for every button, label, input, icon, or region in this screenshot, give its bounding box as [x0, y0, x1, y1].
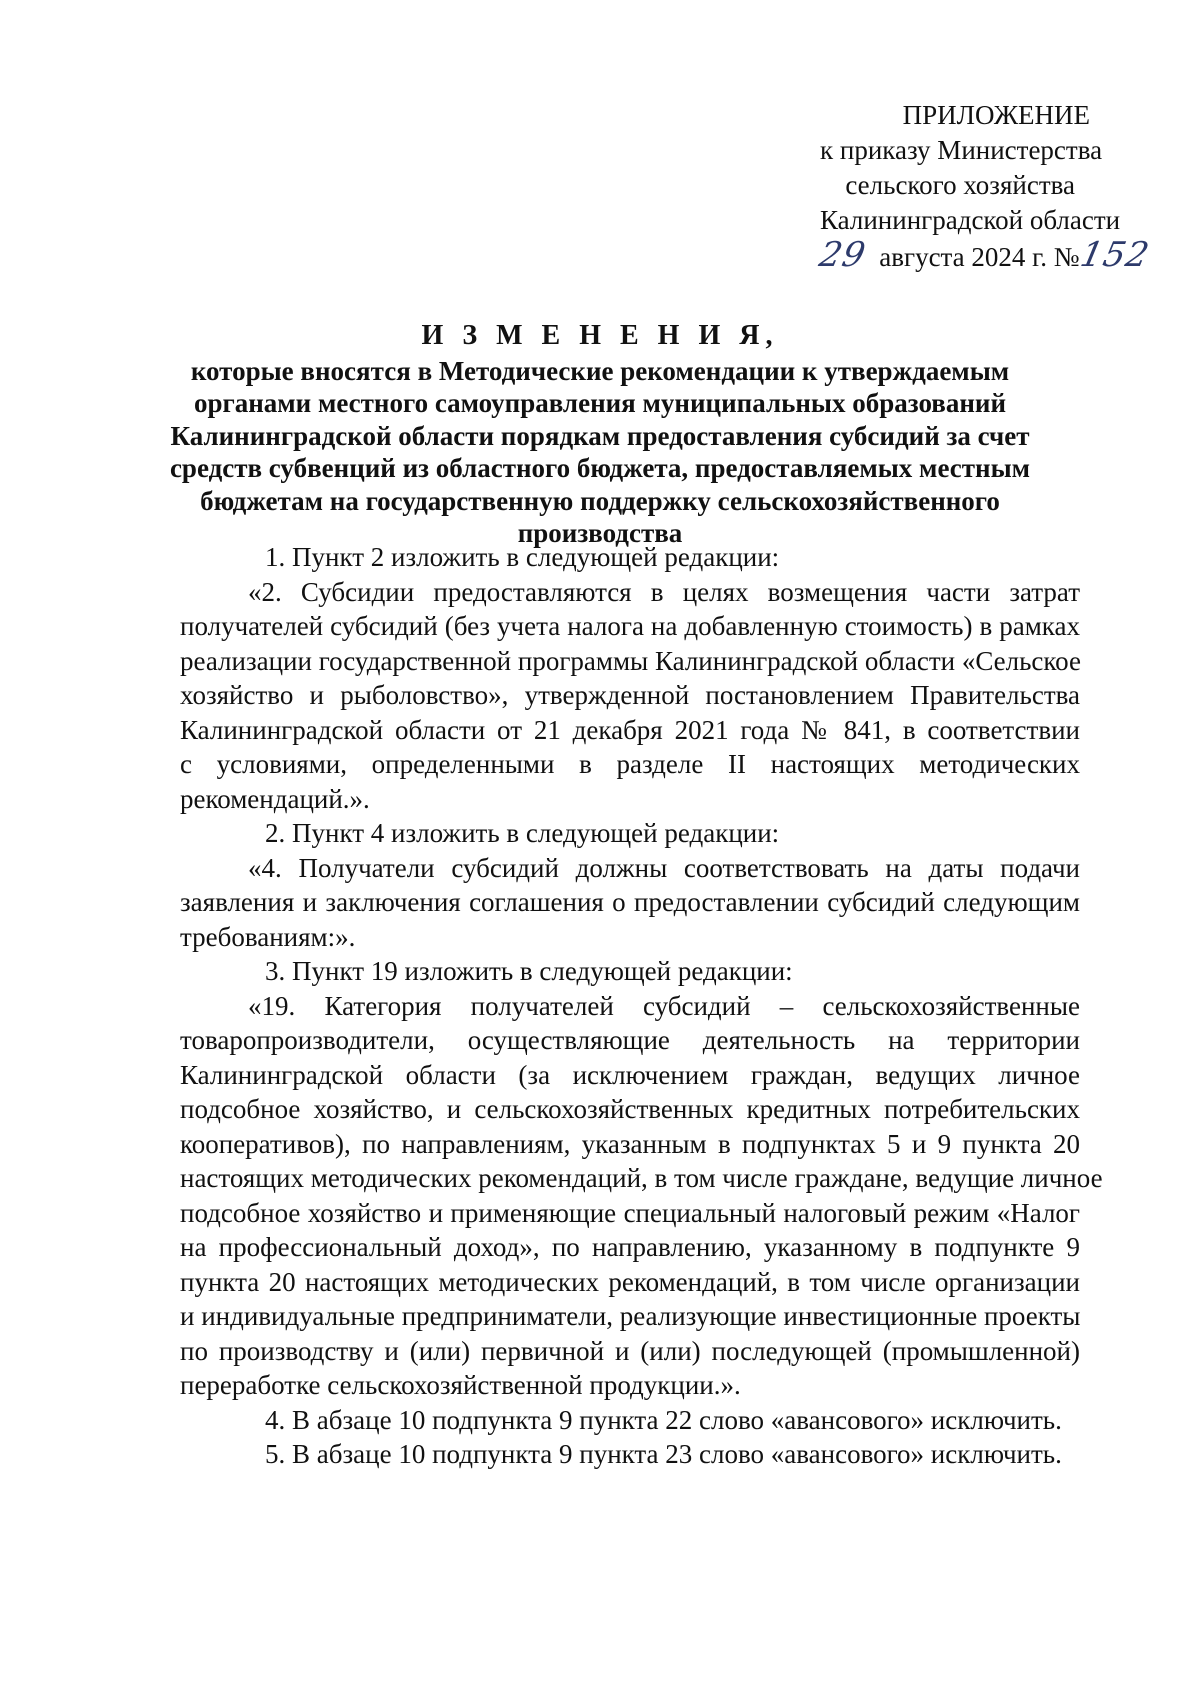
item-2-quote [180, 851, 1080, 955]
appendix-date-text: августа 2024 г. № [879, 242, 1080, 272]
quote-line: «4. Получатели субсидий должны соответствовать на даты подачи [248, 852, 1080, 883]
quote-line: настоящих методических рекомендаций, в том числе граждане, ведущие личное [180, 1163, 1103, 1193]
quote-line: хозяйство и рыболовство», утвержденной постановлением Правительства [180, 680, 1080, 710]
subtitle-line: которые вносятся в Методические рекомендации к утверждаемым [190, 355, 1010, 386]
subtitle-line: Калининградской области порядкам предоставления субсидий за счет [170, 420, 1030, 451]
quote-line: и индивидуальные предприниматели, реализующие инвестиционные проекты [180, 1301, 1081, 1331]
document-title [150, 320, 1050, 550]
item-1-quote [180, 575, 1080, 817]
quote-line: подсобное хозяйство, и сельскохозяйственных кредитных потребительских [180, 1094, 1080, 1124]
appendix-line: к приказу Министерства [820, 135, 1103, 165]
appendix-line: Калининградской области [820, 205, 1121, 235]
quote-line: пункта 20 настоящих методических рекомендаций, в том числе организации [180, 1266, 1080, 1297]
quote-line: по производству и (или) первичной и (или) последующей (промышленной) [180, 1335, 1080, 1366]
quote-line: с условиями, определенными в разделе II настоящих методических [180, 749, 1080, 779]
document-body [180, 540, 1103, 1472]
appendix-date-line [815, 235, 1154, 275]
quote-line: получателей субсидий (без учета налога на добавленную стоимость) в рамках [180, 611, 1080, 641]
main-title: И З М Е Н Е Н И Я, [421, 320, 779, 351]
appendix-title: ПРИЛОЖЕНИЕ [902, 100, 1090, 130]
handwritten-day: 29 [815, 235, 870, 275]
quote-line: Калининградской области от 21 декабря 2021 года № 841, в соответствии [180, 714, 1080, 745]
item-1-heading: 1. Пункт 2 изложить в следующей редакции: [265, 542, 780, 572]
quote-line: «2. Субсидии предоставляются в целях возмещения части затрат [248, 576, 1080, 607]
appendix-line: сельского хозяйства [845, 170, 1075, 200]
subtitle-line: средств субвенций из областного бюджета, предоставляемых местным [169, 453, 1031, 483]
quote-line: требованиям:». [180, 921, 356, 952]
item-4: 4. В абзаце 10 подпункта 9 пункта 22 слово «авансового» исключить. [265, 1404, 1062, 1435]
quote-line: переработке сельскохозяйственной продукции.». [180, 1370, 741, 1400]
subtitle-line: бюджетам на государственную поддержку сельскохозяйственного [200, 485, 1000, 516]
quote-line: Калининградской области (за исключением граждан, ведущих личное [180, 1059, 1080, 1090]
quote-line: реализации государственной программы Калининградской области «Сельское [180, 645, 1081, 676]
quote-line: рекомендаций.». [180, 783, 370, 814]
quote-line: заявления и заключения соглашения о предоставлении субсидий следующим [180, 887, 1080, 917]
quote-line: кооперативов), по направлениям, указанным в подпунктах 5 и 9 пункта 20 [180, 1128, 1080, 1159]
item-5: 5. В абзаце 10 подпункта 9 пункта 23 слово «авансового» исключить. [265, 1439, 1062, 1469]
quote-line: на профессиональный доход», по направлению, указанному в подпункте 9 [180, 1232, 1080, 1262]
handwritten-order-number: 152 [1077, 235, 1154, 275]
item-3-heading: 3. Пункт 19 изложить в следующей редакции: [265, 956, 793, 986]
item-3-quote [180, 989, 1103, 1403]
quote-line: «19. Категория получателей субсидий – сельскохозяйственные [248, 990, 1080, 1021]
item-2-heading: 2. Пункт 4 изложить в следующей редакции: [265, 818, 780, 848]
quote-line: подсобное хозяйство и применяющие специальный налоговый режим «Налог [180, 1197, 1080, 1228]
subtitle-line: производства [517, 518, 683, 548]
appendix-header [815, 98, 1154, 275]
subtitle-line: органами местного самоуправления муниципальных образований [193, 388, 1007, 418]
quote-line: товаропроизводители, осуществляющие деятельность на территории [180, 1025, 1080, 1055]
